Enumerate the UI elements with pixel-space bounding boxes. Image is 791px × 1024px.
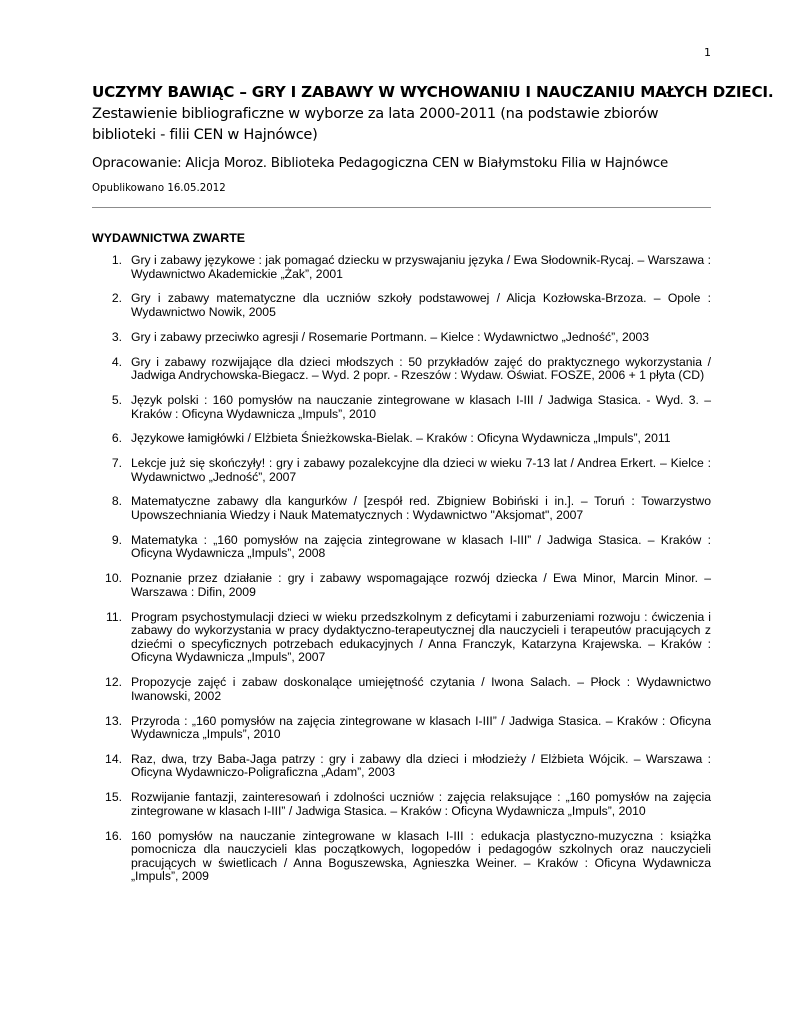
list-item (92, 534, 711, 561)
document-author: Opracowanie: Alicja Moroz. Biblioteka Pedagogiczna CEN w Białymstoku Filia w Hajnówce (92, 156, 669, 171)
item-text: Przyroda : „160 pomysłów na zajęcia zintegrowane w klasach I-III” / Jadwiga Stasica. – Kraków : Oficyna Wydawnicza „Impuls”, 2010 (131, 713, 711, 742)
list-item (92, 495, 711, 522)
header-divider (92, 207, 711, 208)
item-text: Gry i zabawy językowe : jak pomagać dziecku w przyswajaniu języka / Ewa Słodownik-Rycaj. – Warszawa : Wydawnictwo Akademickie „Żak”, 2001 (131, 253, 711, 281)
list-item (92, 791, 711, 818)
item-number: 11. (105, 609, 122, 624)
item-number: 9. (111, 532, 122, 547)
item-text: Lekcje już się skończyły! : gry i zabawy pozalekcyjne dla dzieci w wieku 7-13 lat / Andrea Erkert. – Kielce : Wydawnictwo „Jedność”, 2007 (131, 456, 711, 484)
item-text: Poznanie przez działanie : gry i zabawy wspomagające rozwój dziecka / Ewa Minor, Marcin Minor. – Warszawa : Difin, 2009 (131, 571, 711, 599)
item-number: 4. (111, 354, 122, 369)
item-text: Propozycje zajęć i zabaw doskonalące umiejętność czytania / Iwona Salach. – Płock : Wydawnictwo Iwanowski, 2002 (131, 675, 711, 703)
item-text: Język polski : 160 pomysłów na nauczanie zintegrowane w klasach I-III / Jadwiga Stasica. - Wyd. 3. – Kraków : Oficyna Wydawnicza „Impuls”, 2010 (131, 392, 711, 421)
item-number: 1. (111, 253, 122, 267)
list-item (92, 572, 711, 599)
list-item (92, 331, 711, 345)
list-item (92, 292, 711, 319)
document-title: UCZYMY BAWIĄC – GRY I ZABAWY W WYCHOWANIU I NAUCZANIU MAŁYCH DZIECI. (92, 83, 774, 101)
item-number: 7. (111, 456, 122, 471)
item-text: Gry i zabawy przeciwko agresji / Rosemarie Portmann. – Kielce : Wydawnictwo „Jedność”, 2003 (131, 329, 650, 344)
list-item (92, 830, 711, 884)
item-text: 160 pomysłów na nauczanie zintegrowane w klasach I-III : edukacja plastyczno-muzyczna : książka pomocnicza dla nauczycieli klas początkowych, logopedów i pedagogów szkolnych oraz nauczycieli pracujących w świetlicach / Anna Boguszewska, Agnieszka Weiner. – Kraków : Oficyna Wydawnicza „Impuls”, 2009 (131, 828, 711, 884)
item-number: 12. (105, 675, 122, 690)
item-text: Gry i zabawy matematyczne dla uczniów szkoły podstawowej / Alicja Kozłowska-Brzoza. – Opole : Wydawnictwo Nowik, 2005 (131, 291, 711, 319)
document-header (92, 82, 774, 196)
item-number: 10. (105, 571, 122, 586)
item-text: Program psychostymulacji dzieci w wieku przedszkolnym z deficytami i zaburzeniami rozwoju : ćwiczenia i zabawy do wykorzystania w pracy dydaktyczno-terapeutycznej dla nauczycieli i terapeutów pracujących z dziećmi o specyficznych potrzebach edukacyjnych / Anna Franczyk, Katarzyna Krajewska. – Kraków : Oficyna Wydawnicza „Impuls”, 2007 (131, 609, 711, 665)
bibliography-list (92, 254, 711, 895)
item-number: 2. (111, 291, 122, 306)
page-number: 1 (704, 46, 711, 59)
list-item (92, 676, 711, 703)
publication-date: Opublikowano 16.05.2012 (92, 183, 226, 194)
list-item (92, 356, 711, 383)
item-text: Gry i zabawy rozwijające dla dzieci młodszych : 50 przykładów zajęć do praktycznego wykorzystania / Jadwiga Andrychowska-Biegacz. – Wyd. 2 popr. - Rzeszów : Wydaw. Oświat. FOSZE, 2006 + 1 płyta (CD) (131, 354, 711, 383)
item-number: 5. (111, 392, 122, 407)
list-item (92, 432, 711, 446)
list-item (92, 611, 711, 665)
item-number: 13. (105, 713, 122, 728)
document-subtitle: Zestawienie bibliograficzne w wyborze za lata 2000-2011 (na podstawie zbiorów biblioteki - filii CEN w Hajnówce) (92, 105, 659, 143)
item-text: Rozwijanie fantazji, zainteresowań i zdolności uczniów : zajęcia relaksujące : „160 pomysłów na zajęcia zintegrowane w klasach I-III” / Jadwiga Stasica. – Kraków : Oficyna Wydawnicza „Impuls”, 2010 (131, 790, 711, 818)
item-number: 16. (105, 828, 122, 843)
list-item (92, 753, 711, 780)
item-text: Językowe łamigłówki / Elżbieta Śnieżkowska-Bielak. – Kraków : Oficyna Wydawnicza „Impuls”, 2011 (131, 431, 671, 446)
item-number: 3. (111, 329, 122, 344)
item-number: 6. (111, 431, 122, 446)
list-item (92, 457, 711, 484)
list-item (92, 254, 711, 281)
item-text: Matematyka : „160 pomysłów na zajęcia zintegrowane w klasach I-III” / Jadwiga Stasica. – Kraków : Oficyna Wydawnicza „Impuls”, 2008 (131, 532, 711, 561)
section-title: WYDAWNICTWA ZWARTE (92, 231, 246, 245)
list-item (92, 394, 711, 421)
list-item (92, 715, 711, 742)
item-number: 15. (105, 790, 122, 805)
item-number: 8. (111, 494, 122, 509)
item-number: 14. (105, 751, 122, 766)
item-text: Matematyczne zabawy dla kangurków / [zespół red. Zbigniew Bobiński i in.]. – Toruń : Towarzystwo Upowszechniania Wiedzy i Nauk Matematycznych : Wydawnictwo "Aksjomat", 2007 (131, 494, 711, 523)
item-text: Raz, dwa, trzy Baba-Jaga patrzy : gry i zabawy dla dzieci i młodzieży / Elżbieta Wójcik. – Warszawa : Oficyna Wydawniczo-Poligraficzna „Adam”, 2003 (131, 751, 711, 780)
